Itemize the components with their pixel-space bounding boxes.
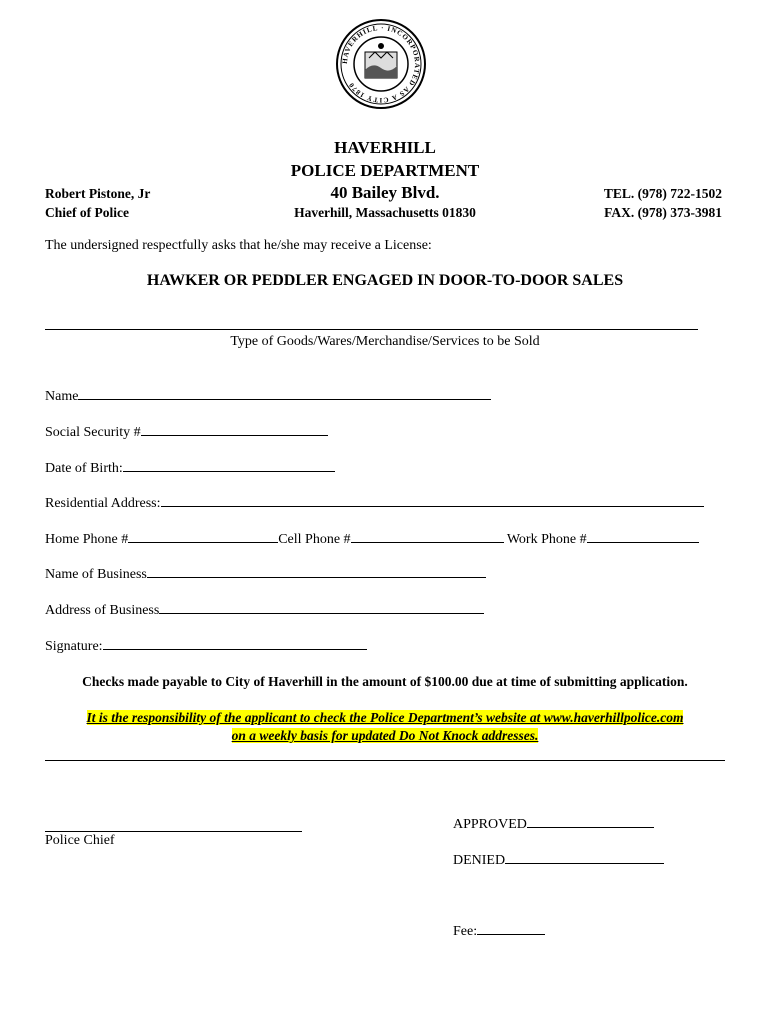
- name-label: Name: [45, 389, 79, 404]
- business-address-label: Address of Business: [45, 603, 160, 618]
- header-department: POLICE DEPARTMENT: [290, 161, 480, 180]
- denied-line[interactable]: [505, 851, 664, 864]
- business-name-label: Name of Business: [45, 567, 147, 582]
- business-name-field[interactable]: [45, 565, 486, 583]
- signature-label: Signature:: [45, 639, 103, 654]
- intro-text: The undersigned respectfully asks that he/she may receive a License:: [45, 238, 432, 253]
- notice-line-2-wrap: [0, 727, 770, 745]
- home-phone-line[interactable]: [128, 530, 278, 543]
- business-address-line[interactable]: [159, 601, 484, 614]
- name-field[interactable]: [45, 387, 491, 405]
- dob-field[interactable]: [45, 459, 335, 477]
- notice-divider: [45, 760, 725, 761]
- address-label: Residential Address:: [45, 496, 161, 511]
- city-seal: [335, 18, 427, 110]
- approved-line[interactable]: [527, 815, 654, 828]
- approved-label: APPROVED: [453, 817, 527, 832]
- address-line[interactable]: [161, 494, 704, 507]
- business-address-field[interactable]: [45, 601, 484, 619]
- ssn-line[interactable]: [141, 423, 328, 436]
- denied-field[interactable]: [453, 851, 664, 869]
- license-title: HAWKER OR PEDDLER ENGAGED IN DOOR-TO-DOOR SALES: [146, 272, 624, 289]
- notice-line-2: on a weekly basis for updated Do Not Knock addresses.: [231, 728, 539, 743]
- denied-label: DENIED: [453, 853, 506, 868]
- cell-phone-line[interactable]: [351, 530, 504, 543]
- header-street: 40 Bailey Blvd.: [330, 183, 440, 202]
- dob-label: Date of Birth:: [45, 461, 123, 476]
- payment-note: Checks made payable to City of Haverhill in the amount of $100.00 due at time of submitting application.: [82, 674, 688, 689]
- dob-line[interactable]: [123, 459, 335, 472]
- fax-number: FAX. (978) 373-3981: [604, 205, 722, 220]
- cell-phone-label: Cell Phone #: [278, 532, 351, 547]
- header-city: HAVERHILL: [334, 138, 436, 157]
- phone-fields[interactable]: [45, 530, 699, 548]
- chief-name: Robert Pistone, Jr: [45, 186, 151, 201]
- approved-field[interactable]: [453, 815, 654, 833]
- seal-ring-text: HAVERHILL · INCORPORATED AS A CITY 1870: [340, 23, 422, 105]
- goods-input-line[interactable]: [45, 329, 698, 330]
- police-chief-signature-line[interactable]: [45, 831, 302, 832]
- business-name-line[interactable]: [147, 565, 486, 578]
- ssn-label: Social Security #: [45, 425, 141, 440]
- fee-line[interactable]: [477, 922, 545, 935]
- signature-field[interactable]: [45, 637, 367, 655]
- work-phone-line[interactable]: [587, 530, 699, 543]
- home-phone-label: Home Phone #: [45, 532, 129, 547]
- fee-label: Fee:: [453, 924, 478, 939]
- notice-line-1: It is the responsibility of the applicant to check the Police Department’s website at www.haverhillpolice.com: [86, 710, 684, 725]
- tel-number: TEL. (978) 722-1502: [603, 186, 722, 201]
- work-phone-label: Work Phone #: [506, 532, 587, 547]
- chief-title: Chief of Police: [45, 205, 129, 220]
- fee-field[interactable]: [453, 922, 545, 940]
- header-city-state: Haverhill, Massachusetts 01830: [294, 205, 476, 220]
- address-field[interactable]: [45, 494, 704, 512]
- police-chief-label: Police Chief: [45, 833, 115, 848]
- notice-line-1-wrap: [0, 709, 770, 727]
- signature-line[interactable]: [103, 637, 367, 650]
- ssn-field[interactable]: [45, 423, 328, 441]
- name-line[interactable]: [78, 387, 491, 400]
- goods-caption: Type of Goods/Wares/Merchandise/Services to be Sold: [230, 334, 540, 349]
